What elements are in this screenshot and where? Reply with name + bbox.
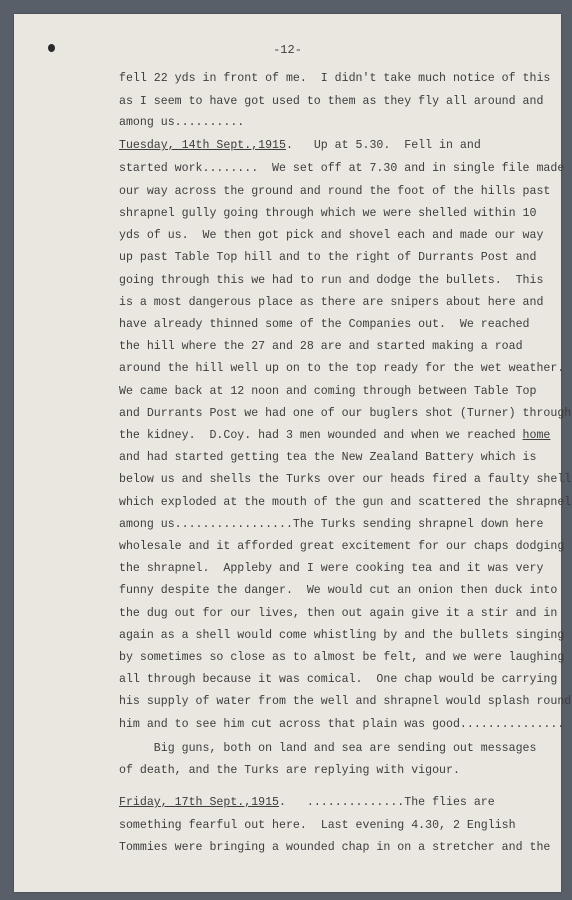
text-line: again as a shell would come whistling by and the bullets singing <box>119 629 565 642</box>
text-line: going through this we had to run and dodge the bullets. This <box>119 274 544 287</box>
entry-text: . Up at 5.30. Fell in and <box>285 139 481 152</box>
text-line: all through because it was comical. One chap would be carrying <box>119 673 558 686</box>
document-page <box>14 14 572 892</box>
entry-text: . ..............The flies are <box>279 796 495 809</box>
page-number: -12- <box>273 43 302 57</box>
text-line: among us.................The Turks sending shrapnel down here <box>119 518 544 531</box>
text-line: the shrapnel. Appleby and I were cooking tea and it was very <box>119 562 544 575</box>
entry-date: Friday, 17th Sept.,1915 <box>119 796 280 809</box>
text-line: Tommies were bringing a wounded chap in on a stretcher and the <box>119 841 551 854</box>
text-line: yds of us. We then got pick and shovel each and made our way <box>119 229 544 242</box>
text-line: the dug out for our lives, then out again give it a stir and in <box>119 607 558 620</box>
text-line <box>119 796 495 810</box>
text-line: which exploded at the mouth of the gun and scattered the shrapnel <box>119 496 572 509</box>
text-line <box>119 429 550 443</box>
text-line: among us.......... <box>119 116 245 129</box>
text-line: funny despite the danger. We would cut an onion then duck into <box>119 584 558 597</box>
text-line: fell 22 yds in front of me. I didn't take much notice of this <box>119 72 551 85</box>
text-line: of death, and the Turks are replying with vigour. <box>119 764 460 777</box>
underlined-word: home <box>522 429 551 442</box>
text-line: up past Table Top hill and to the right of Durrants Post and <box>119 251 537 264</box>
text-line: the hill where the 27 and 28 are and started making a road <box>119 340 523 353</box>
text-segment: the kidney. D.Coy. had 3 men wounded and when we reached <box>119 429 523 442</box>
text-line <box>119 139 481 153</box>
text-line: and had started getting tea the New Zealand Battery which is <box>119 451 537 464</box>
text-line: him and to see him cut across that plain was good............... <box>119 718 565 731</box>
text-line: our way across the ground and round the foot of the hills past <box>119 185 551 198</box>
entry-date: Tuesday, 14th Sept.,1915 <box>119 139 286 152</box>
text-line: started work........ We set off at 7.30 and in single file made <box>119 162 565 175</box>
text-line: is a most dangerous place as there are snipers about here and <box>119 296 544 309</box>
text-line: have already thinned some of the Companies out. We reached <box>119 318 530 331</box>
text-line: as I seem to have got used to them as they fly all around and <box>119 95 544 108</box>
text-line: below us and shells the Turks over our heads fired a faulty shell <box>119 473 572 486</box>
text-line: by sometimes so close as to almost be felt, and we were laughing <box>119 651 565 664</box>
text-line: his supply of water from the well and shrapnel would splash round <box>119 695 572 708</box>
text-line: We came back at 12 noon and coming through between Table Top <box>119 385 537 398</box>
text-line: around the hill well up on to the top ready for the wet weather. <box>119 362 565 375</box>
text-line: something fearful out here. Last evening 4.30, 2 English <box>119 819 516 832</box>
text-line: wholesale and it afforded great excitement for our chaps dodging <box>119 540 565 553</box>
text-line: shrapnel gully going through which we were shelled within 10 <box>119 207 537 220</box>
text-line: and Durrants Post we had one of our buglers shot (Turner) through <box>119 407 572 420</box>
text-line: Big guns, both on land and sea are sending out messages <box>119 742 537 755</box>
